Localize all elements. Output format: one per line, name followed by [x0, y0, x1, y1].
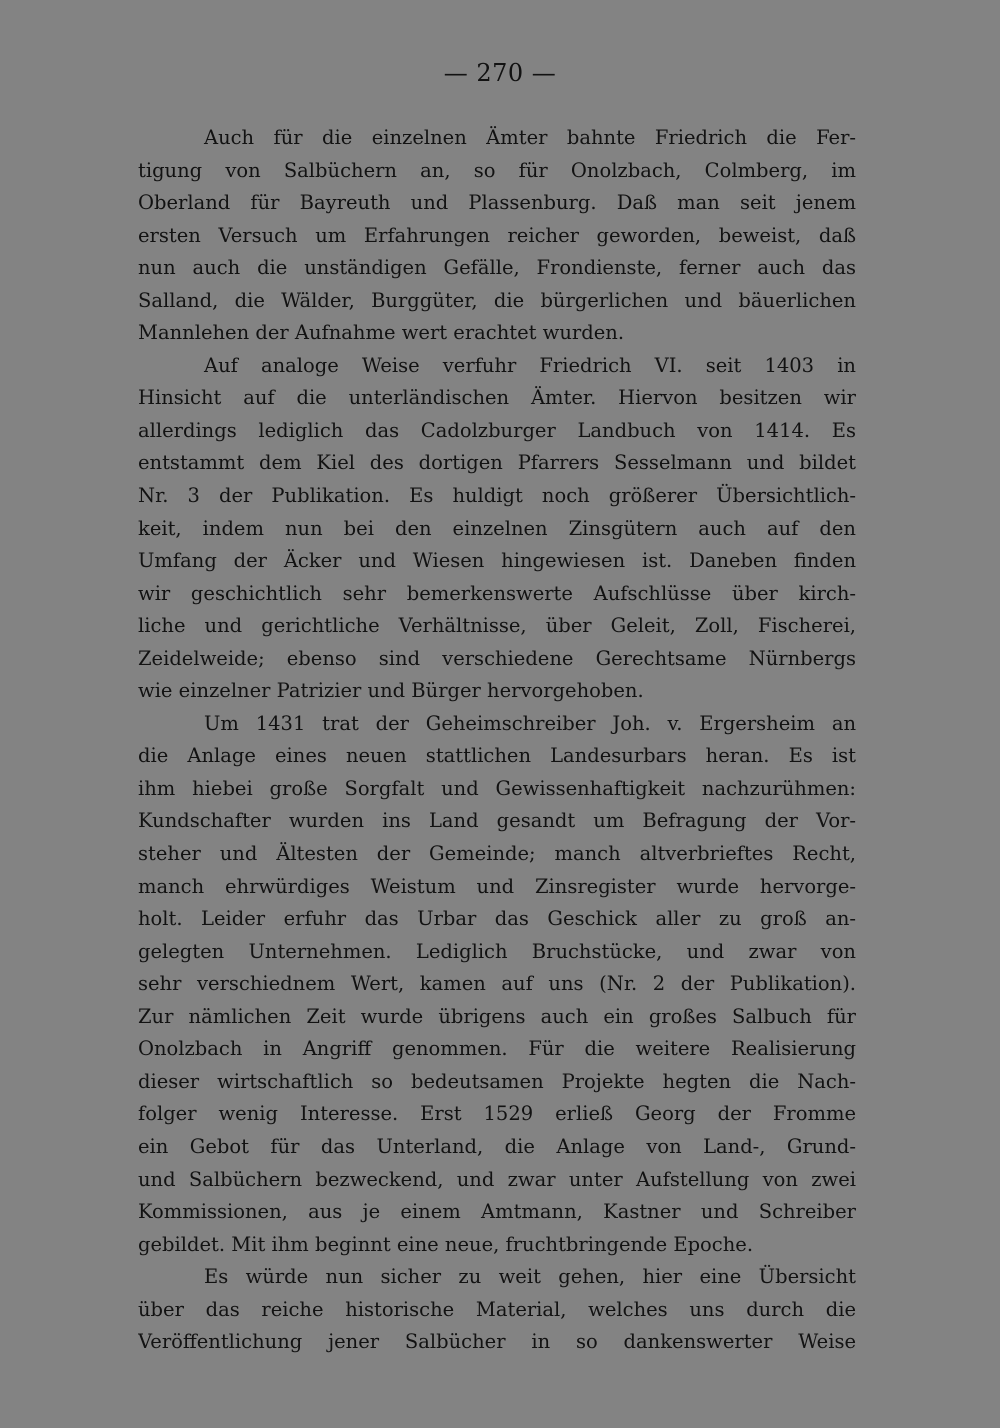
text-line: liche und gerichtliche Verhältnisse, über Geleit, Zoll, Fischerei, [138, 614, 856, 638]
text-line: Es würde nun sicher zu weit gehen, hier eine Übersicht [204, 1265, 856, 1289]
text-line: Auch für die einzelnen Ämter bahnte Friedrich die Fer- [204, 126, 856, 149]
text-line: Oberland für Bayreuth und Plassenburg. Daß man seit jenem [138, 191, 856, 215]
text-line: Auf analoge Weise verfuhr Friedrich VI. seit 1403 in [204, 353, 856, 377]
text-line: holt. Leider erfuhr das Urbar das Geschick aller zu groß an- [138, 907, 856, 931]
text-line: die Anlage eines neuen stattlichen Landesurbars heran. Es ist [138, 744, 856, 768]
text-line: Kundschafter wurden ins Land gesandt um Befragung der Vor- [138, 809, 856, 833]
text-line: entstammt dem Kiel des dortigen Pfarrers Sesselmann und bildet [138, 451, 856, 475]
text-line: nun auch die unständigen Gefälle, Frondienste, ferner auch das [138, 256, 856, 280]
text-line: allerdings lediglich das Cadolzburger Landbuch von 1414. Es [138, 418, 856, 442]
page-number: — 270 — [443, 59, 557, 87]
text-line: Kommissionen, aus je einem Amtmann, Kastner und Schreiber [138, 1200, 856, 1224]
text-line: ersten Versuch um Erfahrungen reicher geworden, beweist, daß [138, 223, 856, 247]
text-line: steher und Ältesten der Gemeinde; manch altverbrieftes Recht, [138, 842, 856, 866]
text-line: dieser wirtschaftlich so bedeutsamen Projekte hegten die Nach- [138, 1069, 856, 1093]
text-line: ihm hiebei große Sorgfalt und Gewissenhaftigkeit nachzurühmen: [138, 776, 856, 800]
text-line: Zur nämlichen Zeit wurde übrigens auch ein großes Salbuch für [138, 1004, 856, 1028]
text-line: Onolzbach in Angriff genommen. Für die weitere Realisierung [138, 1037, 856, 1061]
text-line: sehr verschiednem Wert, kamen auf uns (Nr. 2 der Publikation). [138, 972, 856, 996]
text-line: gelegten Unternehmen. Lediglich Bruchstücke, und zwar von [138, 939, 856, 963]
text-line: Um 1431 trat der Geheimschreiber Joh. v. Ergersheim an [204, 711, 856, 735]
text-line: Veröffentlichung jener Salbücher in so dankenswerter Weise [138, 1330, 856, 1354]
text-line: wir geschichtlich sehr bemerkenswerte Aufschlüsse über kirch- [138, 581, 856, 605]
body-text [138, 122, 856, 1359]
text-line: Mannlehen der Aufnahme wert erachtet wurden. [138, 321, 625, 345]
text-line: über das reiche historische Material, welches uns durch die [138, 1297, 856, 1321]
text-line: manch ehrwürdiges Weistum und Zinsregister wurde hervorge- [138, 874, 856, 898]
text-line: Nr. 3 der Publikation. Es huldigt noch größerer Übersichtlich- [138, 484, 856, 508]
text-line: ein Gebot für das Unterland, die Anlage von Land-, Grund- [138, 1134, 856, 1158]
text-line: Hinsicht auf die unterländischen Ämter. Hiervon besitzen wir [138, 386, 856, 410]
text-line: keit, indem nun bei den einzelnen Zinsgütern auch auf den [138, 516, 856, 540]
text-line: tigung von Salbüchern an, so für Onolzbach, Colmberg, im [138, 158, 856, 182]
text-line: gebildet. Mit ihm beginnt eine neue, fruchtbringende Epoche. [138, 1232, 754, 1256]
text-line: Salland, die Wälder, Burggüter, die bürgerlichen und bäuerlichen [138, 288, 856, 312]
text-line: wie einzelner Patrizier und Bürger hervorgehoben. [138, 679, 644, 703]
text-line: folger wenig Interesse. Erst 1529 erließ Georg der Fromme [138, 1102, 856, 1126]
text-line: und Salbüchern bezweckend, und zwar unter Aufstellung von zwei [138, 1167, 856, 1191]
text-line: Umfang der Äcker und Wiesen hingewiesen ist. Daneben finden [138, 549, 856, 573]
text-line: Zeidelweide; ebenso sind verschiedene Gerechtsame Nürnbergs [138, 646, 856, 670]
